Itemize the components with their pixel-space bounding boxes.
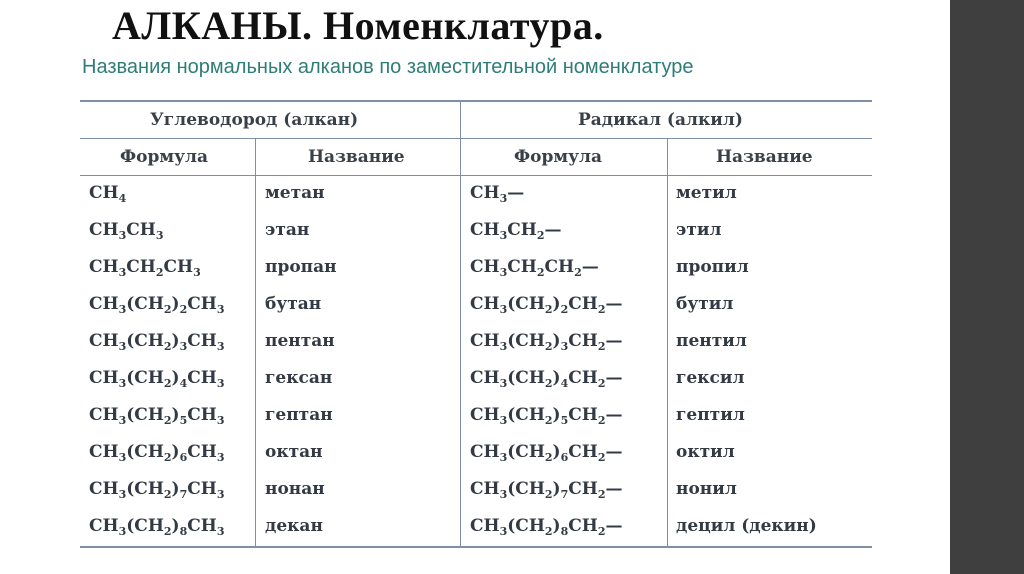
alkane-name: нонан [265, 479, 325, 499]
alkane-formula: $CH_3(CH_2)_4CH_3$ [89, 368, 225, 390]
radical-formula: $CH_3CH_2—$ [470, 220, 562, 242]
slide-subtitle: Названия нормальных алканов по заместительной номенклатуре [82, 56, 694, 78]
alkane-formula: $CH_3CH_3$ [89, 220, 164, 242]
slide-title: АЛКАНЫ. Номенклатура. [112, 3, 604, 48]
radical-formula: $CH_3(CH_2)_5CH_2—$ [470, 405, 623, 427]
radical-name: нонил [676, 479, 737, 499]
alkane-formula: $CH_3(CH_2)_7CH_3$ [89, 479, 225, 501]
alkane-name: этан [265, 220, 310, 240]
alkane-name: бутан [265, 294, 322, 314]
group-divider-line [460, 101, 461, 546]
alkane-formula: $CH_3(CH_2)_2CH_3$ [89, 294, 225, 316]
column-header-radical-formula: Формула [514, 147, 603, 167]
radical-name: бутил [676, 294, 734, 314]
group-header-alkane: Углеводород (алкан) [150, 110, 359, 130]
alkane-formula: $CH_3CH_2CH_3$ [89, 257, 201, 279]
column-header-alkane-formula: Формула [120, 147, 209, 167]
alkane-formula: $CH_3(CH_2)_5CH_3$ [89, 405, 225, 427]
alkane-name: гептан [265, 405, 333, 425]
radical-formula: $CH_3(CH_2)_7CH_2—$ [470, 479, 623, 501]
radical-formula: $CH_3—$ [470, 183, 525, 205]
alkane-name: октан [265, 442, 323, 462]
alkane-formula: $CH_3(CH_2)_3CH_3$ [89, 331, 225, 353]
alkane-name: пентан [265, 331, 335, 351]
alkane-name: гексан [265, 368, 333, 388]
right-column-divider [667, 139, 668, 546]
column-header-radical-name: Название [716, 147, 813, 167]
alkane-name: метан [265, 183, 325, 203]
radical-formula: $CH_3(CH_2)_3CH_2—$ [470, 331, 623, 353]
radical-formula: $CH_3(CH_2)_6CH_2—$ [470, 442, 623, 464]
radical-name: гептил [676, 405, 745, 425]
radical-name: пентил [676, 331, 747, 351]
radical-name: октил [676, 442, 735, 462]
radical-name: этил [676, 220, 722, 240]
header-divider-rule [80, 138, 872, 139]
right-dark-panel [950, 0, 1024, 574]
column-header-alkane-name: Название [308, 147, 405, 167]
table-top-rule [80, 100, 872, 102]
radical-name: децил (декин) [676, 516, 817, 536]
left-column-divider [255, 139, 256, 546]
alkane-formula: $CH_4$ [89, 183, 127, 205]
radical-formula: $CH_3(CH_2)_8CH_2—$ [470, 516, 623, 538]
column-header-rule [80, 175, 872, 176]
table-bottom-rule [80, 546, 872, 548]
alkane-name: декан [265, 516, 323, 536]
alkane-name: пропан [265, 257, 337, 277]
radical-formula: $CH_3CH_2CH_2—$ [470, 257, 599, 279]
radical-name: гексил [676, 368, 745, 388]
group-header-radical: Радикал (алкил) [578, 110, 743, 130]
radical-name: пропил [676, 257, 749, 277]
radical-name: метил [676, 183, 737, 203]
radical-formula: $CH_3(CH_2)_2CH_2—$ [470, 294, 623, 316]
alkane-formula: $CH_3(CH_2)_6CH_3$ [89, 442, 225, 464]
alkane-formula: $CH_3(CH_2)_8CH_3$ [89, 516, 225, 538]
radical-formula: $CH_3(CH_2)_4CH_2—$ [470, 368, 623, 390]
